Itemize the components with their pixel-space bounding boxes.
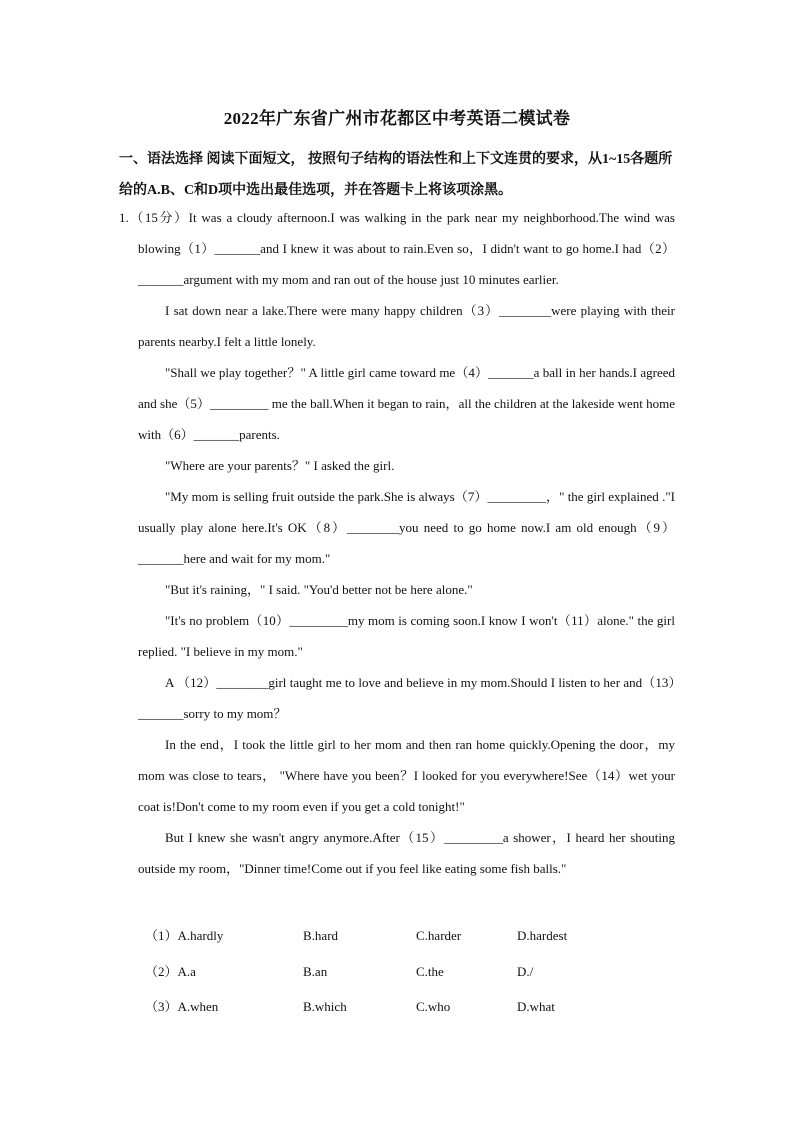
- passage-paragraph: In the end，I took the little girl to her mom and then ran home quickly.Opening the door，my mom was close to tears， "Where have you been？I looked for you everywhere!See（14）wet your coat is!Don't come to my room even if you get a cold tonight!": [138, 737, 675, 814]
- passage-paragraph: "Shall we play together？" A little girl came toward me（4）_______a ball in her hands.I agreed and she（5）_________ me the ball.When it began to rain，all the children at the lakeside went home with（6）_______parents.: [138, 365, 675, 442]
- option-d: D.what: [517, 999, 555, 1014]
- option-b: B.an: [303, 963, 328, 979]
- page-title: 2022年广东省广州市花都区中考英语二模试卷: [223, 109, 571, 128]
- passage-paragraph: I sat down near a lake.There were many happy children（3）________were playing with their parents nearby.I felt a little lonely.: [138, 303, 675, 349]
- option-a: （2）A.a: [145, 963, 196, 979]
- section-heading: 一、语法选择 阅读下面短文， 按照句子结构的语法性和上下文连贯的要求，从1~15各题所给的A.B、C和D项中选出最佳选项，并在答题卡上将该项涂黑。: [119, 152, 673, 198]
- option-d: D./: [517, 963, 534, 979]
- option-b: B.hard: [303, 928, 339, 943]
- passage-paragraph: But I knew she wasn't angry anymore.After（15）_________a shower，I heard her shouting outside my room，"Dinner time!Come out if you feel like eating some fish balls.": [138, 830, 675, 876]
- option-b: B.which: [303, 999, 347, 1014]
- option-c: C.who: [416, 999, 451, 1014]
- question-passage: [119, 202, 675, 884]
- passage-paragraph: "But it's raining，" I said. "You'd better not be here alone.": [165, 582, 473, 597]
- option-d: D.hardest: [517, 928, 568, 943]
- option-a: （1）A.hardly: [145, 928, 224, 943]
- option-c: C.harder: [416, 928, 462, 943]
- passage-paragraph: "It's no problem（10）_________my mom is coming soon.I know I won't（11）alone." the girl replied. "I believe in my mom.": [138, 613, 675, 659]
- passage-paragraph: "My mom is selling fruit outside the park.She is always（7）_________，" the girl explained ."I usually play alone here.It's OK（8）________you need to go home now.I am old enough（9）_______here and wait for my mom.": [138, 489, 675, 566]
- passage-paragraph: 1.（15分）It was a cloudy afternoon.I was walking in the park near my neighborhood.The wind was blowing（1）_______and I knew it was about to rain.Even so，I didn't want to go home.I had（2）_______argument with my mom and ran out of the house just 10 minutes earlier.: [119, 210, 675, 287]
- passage-paragraph: "Where are your parents？" I asked the girl.: [165, 458, 395, 473]
- option-a: （3）A.when: [145, 999, 219, 1014]
- option-c: C.the: [416, 963, 444, 979]
- passage-paragraph: A （12）________girl taught me to love and believe in my mom.Should I listen to her and（13）_______sorry to my mom？: [138, 675, 675, 721]
